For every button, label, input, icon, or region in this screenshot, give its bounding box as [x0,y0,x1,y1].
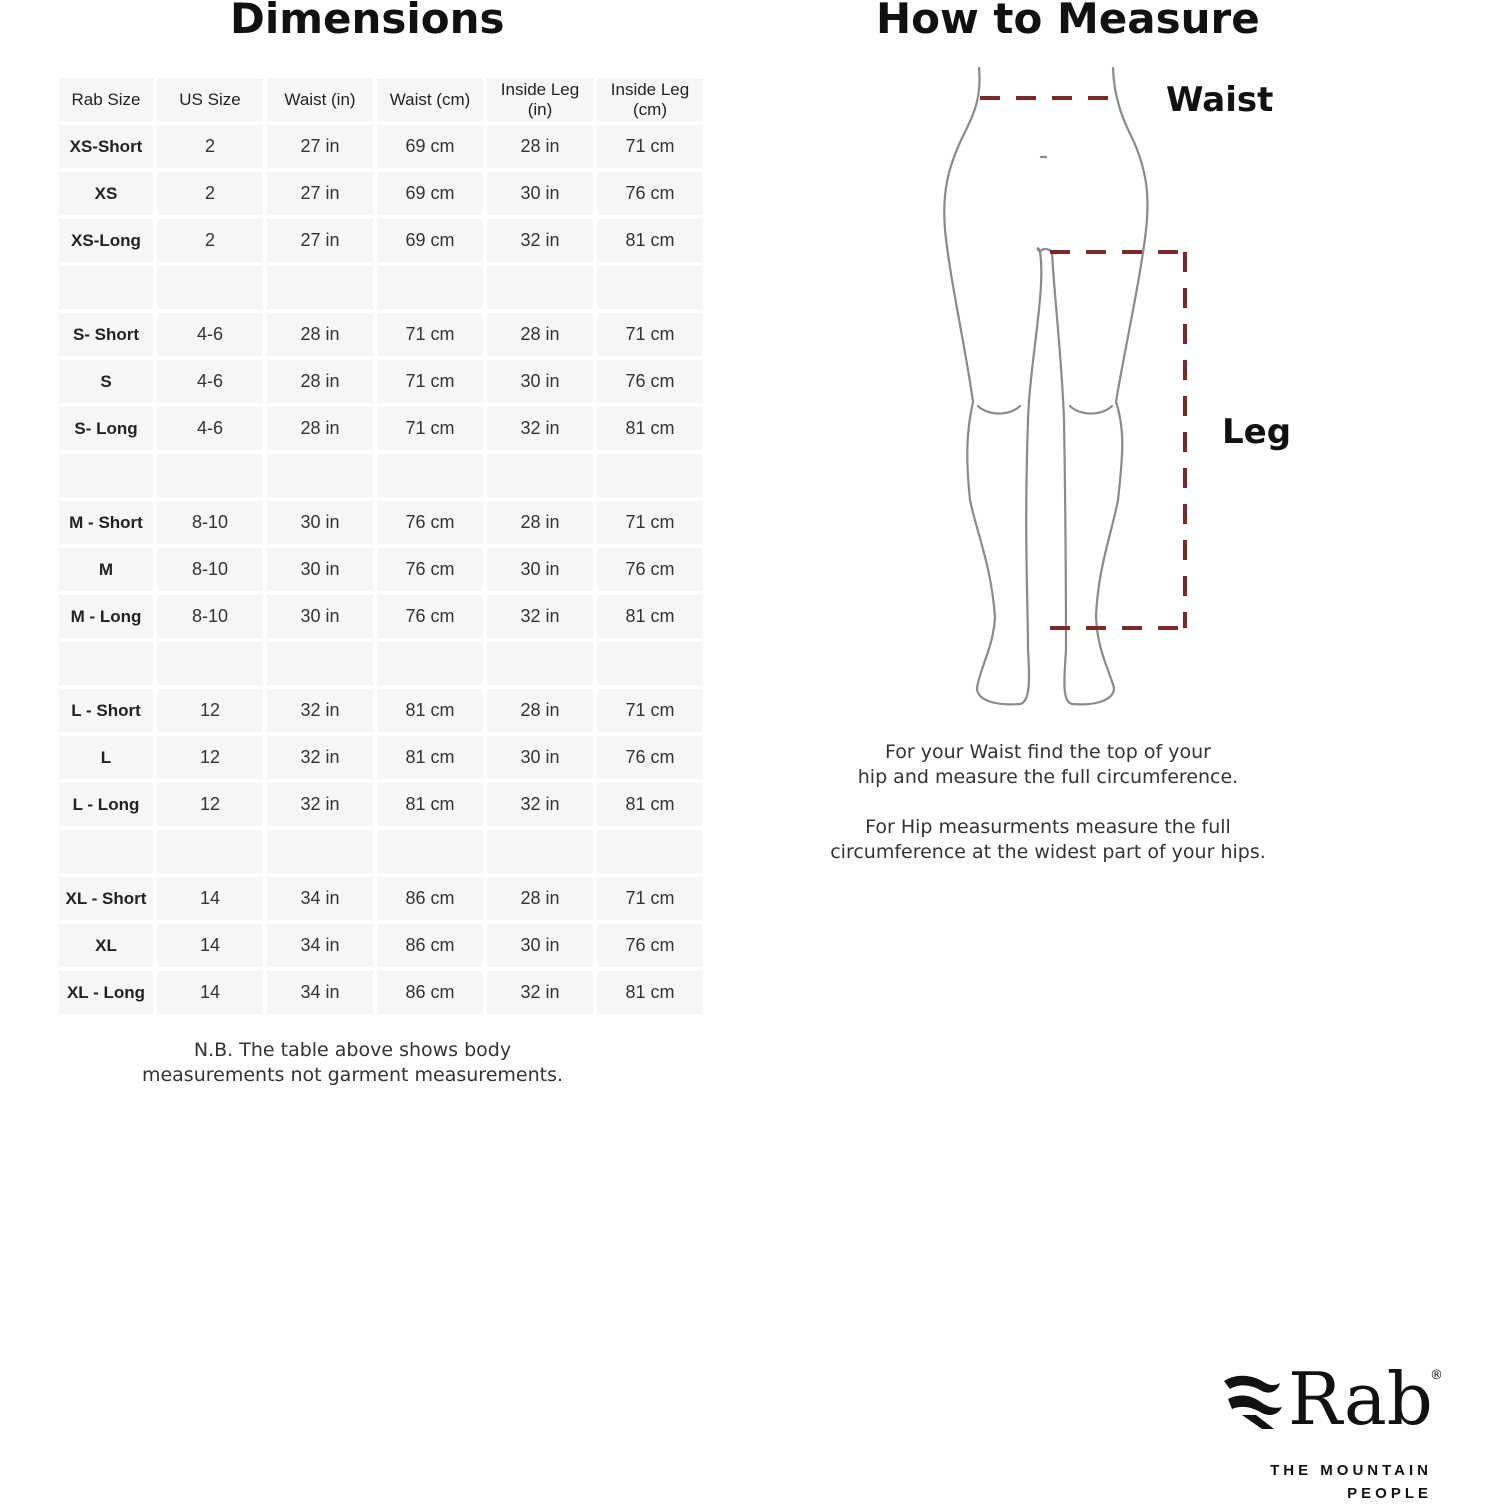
table-cell: 86 cm [375,969,485,1016]
table-cell: 28 in [485,687,595,734]
table-cell: 76 cm [375,593,485,640]
table-cell [485,828,595,875]
table-cell [155,264,265,311]
table-cell [485,640,595,687]
table-cell: 81 cm [595,781,705,828]
table-cell: 14 [155,969,265,1016]
table-spacer-row [57,640,705,687]
table-cell: 71 cm [595,499,705,546]
table-cell [485,452,595,499]
table-cell: 28 in [485,875,595,922]
table-cell: 71 cm [595,123,705,170]
table-cell [265,640,375,687]
table-cell: 30 in [265,499,375,546]
hip-instruction [800,815,1296,865]
table-cell: 81 cm [595,405,705,452]
table-cell: 32 in [265,734,375,781]
table-row [57,123,705,170]
table-row [57,687,705,734]
table-cell [375,828,485,875]
table-cell: 28 in [265,405,375,452]
table-cell: 71 cm [595,687,705,734]
table-cell [155,828,265,875]
table-cell: 76 cm [595,546,705,593]
table-cell: 12 [155,687,265,734]
table-cell: 81 cm [375,734,485,781]
table-cell: 32 in [265,781,375,828]
table-row [57,405,705,452]
table-cell: XS [57,170,155,217]
table-cell: 71 cm [595,311,705,358]
table-cell: 14 [155,922,265,969]
table-cell: 8-10 [155,546,265,593]
measure-instructions [800,740,1296,890]
table-cell: 12 [155,734,265,781]
table-cell: 32 in [265,687,375,734]
waist-instruction [800,740,1296,790]
legs-outline [944,68,1147,704]
table-cell [57,452,155,499]
dimensions-title: Dimensions [230,0,505,43]
table-cell: 28 in [265,311,375,358]
table-row [57,922,705,969]
table-cell: 2 [155,217,265,264]
table-cell: 81 cm [595,217,705,264]
header-waist-in: Waist (in) [265,76,375,123]
table-cell: 32 in [485,781,595,828]
table-row [57,875,705,922]
table-cell: 76 cm [375,546,485,593]
table-cell: 81 cm [375,781,485,828]
logo-tagline [1270,1459,1432,1505]
instruction-line: circumference at the widest part of your hips. [830,841,1266,863]
rab-logo [1222,1357,1452,1502]
measurement-lines [980,98,1185,628]
table-cell: 76 cm [595,734,705,781]
table-cell [595,264,705,311]
table-note-line: N.B. The table above shows body [193,1039,512,1061]
table-cell [595,452,705,499]
table-cell [265,264,375,311]
table-cell: 34 in [265,969,375,1016]
table-cell: 81 cm [595,593,705,640]
table-cell: 34 in [265,922,375,969]
table-cell: 2 [155,170,265,217]
rab-swoosh-icon [1222,1371,1288,1431]
table-cell: 30 in [485,358,595,405]
table-cell: 76 cm [595,358,705,405]
table-cell: 86 cm [375,875,485,922]
table-cell: 81 cm [375,687,485,734]
registered-mark: ® [1430,1368,1443,1383]
table-row [57,593,705,640]
table-cell: 81 cm [595,969,705,1016]
right-knee-crease [1070,406,1112,414]
table-note [120,1038,585,1088]
table-cell: 27 in [265,170,375,217]
table-cell: 14 [155,875,265,922]
legs-measurement-diagram [900,60,1220,720]
table-cell: L [57,734,155,781]
table-cell [375,264,485,311]
table-cell: M - Short [57,499,155,546]
instruction-line: For your Waist find the top of your [885,741,1211,763]
table-cell: 2 [155,123,265,170]
table-cell: 32 in [485,405,595,452]
table-cell: 32 in [485,217,595,264]
table-cell: 4-6 [155,311,265,358]
table-cell: S- Short [57,311,155,358]
table-cell: 8-10 [155,499,265,546]
table-cell: 28 in [265,358,375,405]
table-cell: 28 in [485,311,595,358]
table-cell [265,828,375,875]
left-leg-outer-outline [944,68,1041,704]
table-header-row [57,76,705,123]
table-cell: 71 cm [375,405,485,452]
table-cell: 30 in [265,593,375,640]
table-cell [375,640,485,687]
table-cell: M - Long [57,593,155,640]
header-inside-leg-cm: Inside Leg (cm) [595,76,705,123]
size-table-body [57,123,705,1016]
table-cell: 12 [155,781,265,828]
table-cell [265,452,375,499]
table-cell: 76 cm [595,922,705,969]
table-cell: XL [57,922,155,969]
waist-label: Waist [1166,80,1274,120]
header-rab-size: Rab Size [57,76,155,123]
table-cell: XS-Short [57,123,155,170]
table-row [57,969,705,1016]
table-cell: 76 cm [595,170,705,217]
table-row [57,311,705,358]
table-cell: 4-6 [155,358,265,405]
left-knee-crease [978,406,1020,414]
table-cell: 30 in [485,734,595,781]
header-inside-leg-in: Inside Leg (in) [485,76,595,123]
table-cell: 30 in [485,170,595,217]
table-cell: 30 in [265,546,375,593]
table-spacer-row [57,828,705,875]
table-cell: 4-6 [155,405,265,452]
table-cell: L - Long [57,781,155,828]
table-cell: 30 in [485,922,595,969]
table-cell: L - Short [57,687,155,734]
table-cell: M [57,546,155,593]
size-chart-table [57,76,705,1016]
table-cell: 32 in [485,593,595,640]
header-us-size: US Size [155,76,265,123]
tagline-line: THE MOUNTAIN [1270,1462,1432,1479]
table-cell [57,264,155,311]
instruction-line: hip and measure the full circumference. [857,766,1239,788]
table-cell: 28 in [485,499,595,546]
table-cell: S [57,358,155,405]
table-cell: 34 in [265,875,375,922]
table-cell: 71 cm [375,358,485,405]
table-cell [155,452,265,499]
table-cell: 8-10 [155,593,265,640]
table-cell [57,640,155,687]
table-cell [595,640,705,687]
instruction-line: For Hip measurments measure the full [865,816,1231,838]
table-row [57,499,705,546]
table-cell: XL - Short [57,875,155,922]
table-cell: 69 cm [375,170,485,217]
table-cell: 71 cm [595,875,705,922]
table-cell [155,640,265,687]
table-note-line: measurements not garment measurements. [141,1064,564,1086]
table-row [57,217,705,264]
header-waist-cm: Waist (cm) [375,76,485,123]
table-cell: 69 cm [375,123,485,170]
table-cell: 69 cm [375,217,485,264]
table-cell: XS-Long [57,217,155,264]
table-row [57,170,705,217]
table-cell: 32 in [485,969,595,1016]
table-cell: 86 cm [375,922,485,969]
right-leg-outer-outline [1040,68,1148,704]
table-cell: 76 cm [375,499,485,546]
table-spacer-row [57,452,705,499]
table-cell: 27 in [265,217,375,264]
table-cell: 27 in [265,123,375,170]
table-row [57,358,705,405]
table-row [57,734,705,781]
table-cell [595,828,705,875]
table-cell: 71 cm [375,311,485,358]
table-cell [57,828,155,875]
table-cell: S- Long [57,405,155,452]
leg-label: Leg [1222,412,1292,452]
table-cell [485,264,595,311]
table-cell: 28 in [485,123,595,170]
table-cell [375,452,485,499]
table-row [57,781,705,828]
table-cell: XL - Long [57,969,155,1016]
table-cell: 30 in [485,546,595,593]
table-spacer-row [57,264,705,311]
table-row [57,546,705,593]
tagline-line: PEOPLE [1347,1485,1432,1502]
how-to-measure-title: How to Measure [876,0,1260,43]
logo-wordmark: Rab [1288,1357,1433,1441]
